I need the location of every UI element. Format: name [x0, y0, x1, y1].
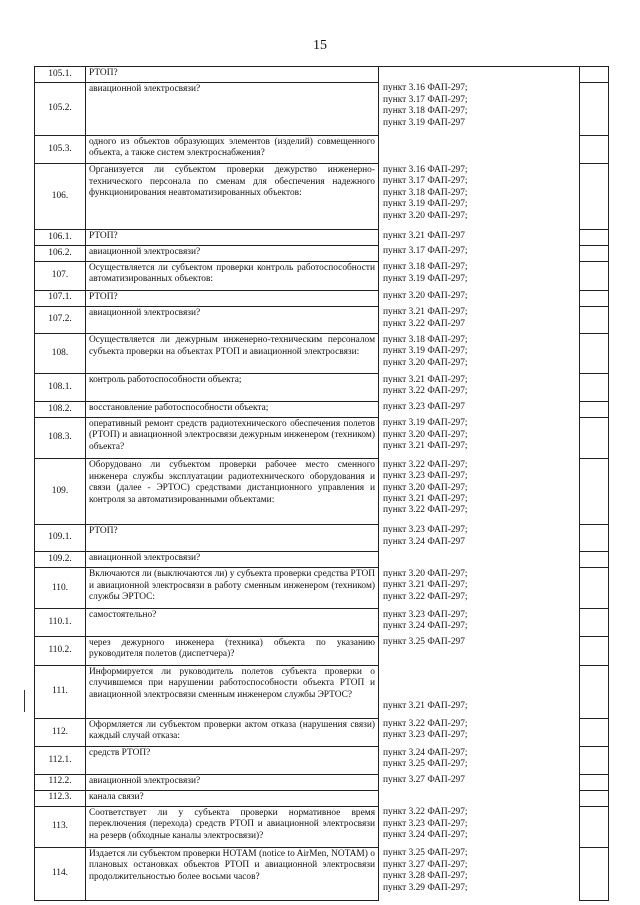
item-number: 105.1. [35, 67, 86, 83]
item-question: Включаются ли (выключаются ли) у субъекта проверки средства РТОП и авиационной электросвязи в работу сменным инженером (техником) службы ЭРТОС: [86, 568, 379, 609]
item-mark-cell [580, 374, 609, 402]
item-mark-cell [580, 790, 609, 806]
item-number: 107. [35, 261, 86, 290]
item-mark-cell [580, 747, 609, 775]
item-references: пункт 3.23 ФАП-297; пункт 3.24 ФАП-297 [379, 524, 580, 552]
table-row [35, 290, 609, 306]
item-references: пункт 3.21 ФАП-297 [379, 230, 580, 246]
item-question: Осуществляется ли дежурным инженерно-техническим персоналом субъекта проверки на объектах РТОП и авиационной электросвязи: [86, 334, 379, 374]
item-mark-cell [580, 552, 609, 568]
item-references: пункт 3.18 ФАП-297; пункт 3.19 ФАП-297; [379, 261, 580, 290]
item-mark-cell [580, 636, 609, 665]
table-row [35, 306, 609, 334]
item-question: контроль работоспособности объекта; [86, 374, 379, 402]
item-mark-cell [580, 261, 609, 290]
item-number: 107.2. [35, 306, 86, 334]
table-row [35, 164, 609, 230]
table-row [35, 82, 609, 135]
item-number: 106. [35, 164, 86, 230]
table-row [35, 401, 609, 417]
item-references: пункт 3.21 ФАП-297; пункт 3.22 ФАП-297; [379, 374, 580, 402]
item-number: 105.3. [35, 135, 86, 164]
item-question: авиационной электросвязи? [86, 245, 379, 261]
table-row [35, 568, 609, 609]
item-references: пункт 3.25 ФАП-297; пункт 3.27 ФАП-297; пункт 3.28 ФАП-297; пункт 3.29 ФАП-297; [379, 847, 580, 900]
item-mark-cell [580, 665, 609, 718]
item-mark-cell [580, 245, 609, 261]
item-mark-cell [580, 135, 609, 164]
table-row [35, 334, 609, 374]
item-mark-cell [580, 718, 609, 747]
item-mark-cell [580, 306, 609, 334]
item-question: восстановление работоспособности объекта; [86, 401, 379, 417]
item-references: пункт 3.25 ФАП-297 [379, 636, 580, 665]
item-question: Соответствует ли у субъекта проверки нормативное время переключения (перехода) средств РТОП и авиационной электросвязи на резерв (обходные каналы электросвязи)? [86, 806, 379, 847]
item-number: 112.3. [35, 790, 86, 806]
table-row [35, 230, 609, 246]
item-number: 114. [35, 847, 86, 900]
item-question: самостоятельно? [86, 609, 379, 637]
item-references: пункт 3.22 ФАП-297; пункт 3.23 ФАП-297; [379, 718, 580, 747]
item-references: пункт 3.22 ФАП-297; пункт 3.23 ФАП-297; пункт 3.20 ФАП-297; пункт 3.21 ФАП-297; пункт 3.22 ФАП-297; [379, 459, 580, 525]
item-number: 108.1. [35, 374, 86, 402]
item-question: РТОП? [86, 67, 379, 83]
item-number: 109.1. [35, 524, 86, 552]
item-number: 110.1. [35, 609, 86, 637]
item-mark-cell [580, 334, 609, 374]
item-references: пункт 3.23 ФАП-297 [379, 401, 580, 417]
item-mark-cell [580, 609, 609, 637]
table-row [35, 552, 609, 568]
item-references: пункт 3.17 ФАП-297; [379, 245, 580, 261]
margin-mark [24, 690, 25, 712]
item-references [379, 67, 580, 83]
item-number: 110. [35, 568, 86, 609]
item-references: пункт 3.19 ФАП-297; пункт 3.20 ФАП-297; пункт 3.21 ФАП-297; [379, 417, 580, 458]
item-question: одного из объектов образующих элементов (изделий) совмещенного объекта, а также систем электроснабжения? [86, 135, 379, 164]
item-mark-cell [580, 401, 609, 417]
table-row [35, 374, 609, 402]
item-mark-cell [580, 290, 609, 306]
item-mark-cell [580, 230, 609, 246]
item-number: 107.1. [35, 290, 86, 306]
item-question: через дежурного инженера (техника) объекта по указанию руководителя полетов (диспетчера)? [86, 636, 379, 665]
item-number: 108.2. [35, 401, 86, 417]
table-row [35, 135, 609, 164]
item-mark-cell [580, 568, 609, 609]
item-references: пункт 3.22 ФАП-297; пункт 3.23 ФАП-297; пункт 3.24 ФАП-297; [379, 806, 580, 847]
item-mark-cell [580, 459, 609, 525]
item-references: пункт 3.24 ФАП-297; пункт 3.25 ФАП-297; [379, 747, 580, 775]
item-question: РТОП? [86, 524, 379, 552]
item-references: пункт 3.16 ФАП-297; пункт 3.17 ФАП-297; пункт 3.18 ФАП-297; пункт 3.19 ФАП-297 [379, 82, 580, 135]
item-mark-cell [580, 82, 609, 135]
item-question: авиационной электросвязи? [86, 82, 379, 135]
item-mark-cell [580, 806, 609, 847]
item-number: 106.1. [35, 230, 86, 246]
table-row [35, 67, 609, 83]
table-row [35, 665, 609, 718]
item-references: пункт 3.18 ФАП-297; пункт 3.19 ФАП-297; пункт 3.20 ФАП-297; [379, 334, 580, 374]
item-question: средств РТОП? [86, 747, 379, 775]
item-question: авиационной электросвязи? [86, 306, 379, 334]
item-question: канала связи? [86, 790, 379, 806]
item-references [379, 135, 580, 164]
item-references [379, 552, 580, 568]
item-mark-cell [580, 164, 609, 230]
table-row [35, 847, 609, 900]
item-mark-cell [580, 417, 609, 458]
table-row [35, 245, 609, 261]
table-row [35, 747, 609, 775]
checklist-rows [35, 67, 609, 901]
item-question: оперативный ремонт средств радиотехнического обеспечения полетов (РТОП) и авиационной электросвязи дежурным инженером (техником) объекта? [86, 417, 379, 458]
item-number: 111. [35, 665, 86, 718]
item-references: пункт 3.23 ФАП-297; пункт 3.24 ФАП-297; [379, 609, 580, 637]
table-row [35, 459, 609, 525]
item-number: 110.2. [35, 636, 86, 665]
table-row [35, 524, 609, 552]
table-row [35, 774, 609, 790]
item-number: 106.2. [35, 245, 86, 261]
checklist-table [34, 66, 609, 901]
item-number: 105.2. [35, 82, 86, 135]
table-row [35, 718, 609, 747]
item-mark-cell [580, 847, 609, 900]
item-mark-cell [580, 774, 609, 790]
item-number: 112. [35, 718, 86, 747]
table-row [35, 261, 609, 290]
item-question: Информируется ли руководитель полетов субъекта проверки о случившемся при нарушении работоспособности объекта РТОП и авиационной электросвязи сменным инженером службы ЭРТОС? [86, 665, 379, 718]
item-question: РТОП? [86, 230, 379, 246]
item-question: авиационной электросвязи? [86, 774, 379, 790]
item-references: пункт 3.16 ФАП-297; пункт 3.17 ФАП-297; пункт 3.18 ФАП-297; пункт 3.19 ФАП-297; пункт 3.20 ФАП-297; [379, 164, 580, 230]
item-number: 112.1. [35, 747, 86, 775]
item-number: 113. [35, 806, 86, 847]
item-references: пункт 3.27 ФАП-297 [379, 774, 580, 790]
item-question: авиационной электросвязи? [86, 552, 379, 568]
page-number: 15 [313, 38, 327, 53]
table-row [35, 609, 609, 637]
item-question: Организуется ли субъектом проверки дежурство инженерно-технического персонала по сменам для обеспечения надежного функционирования неавтоматизированных объектов: [86, 164, 379, 230]
item-question: Оборудовано ли субъектом проверки рабочее место сменного инженера службы эксплуатации радиотехнического оборудования и связи (далее - ЭРТОС) средствами дистанционного управления и контроля за автоматизированными объектами: [86, 459, 379, 525]
item-references: пункт 3.20 ФАП-297; пункт 3.21 ФАП-297; пункт 3.22 ФАП-297; [379, 568, 580, 609]
item-references: пункт 3.21 ФАП-297; [379, 665, 580, 718]
item-question: Осуществляется ли субъектом проверки контроль работоспособности автоматизированных объектов: [86, 261, 379, 290]
item-question: Издается ли субъектом проверки НОТАМ (notice to AirMen, NOTAM) о плановых остановках объектов РТОП и авиационной электросвязи продолжительностью более восьми часов? [86, 847, 379, 900]
item-references: пункт 3.21 ФАП-297; пункт 3.22 ФАП-297 [379, 306, 580, 334]
item-number: 109.2. [35, 552, 86, 568]
item-number: 112.2. [35, 774, 86, 790]
item-number: 109. [35, 459, 86, 525]
item-references: пункт 3.20 ФАП-297; [379, 290, 580, 306]
item-question: Оформляется ли субъектом проверки актом отказа (нарушения связи) каждый случай отказа: [86, 718, 379, 747]
item-mark-cell [580, 524, 609, 552]
item-references [379, 790, 580, 806]
table-row [35, 806, 609, 847]
table-row [35, 790, 609, 806]
table-row [35, 417, 609, 458]
item-number: 108. [35, 334, 86, 374]
item-question: РТОП? [86, 290, 379, 306]
item-mark-cell [580, 67, 609, 83]
table-row [35, 636, 609, 665]
item-number: 108.3. [35, 417, 86, 458]
